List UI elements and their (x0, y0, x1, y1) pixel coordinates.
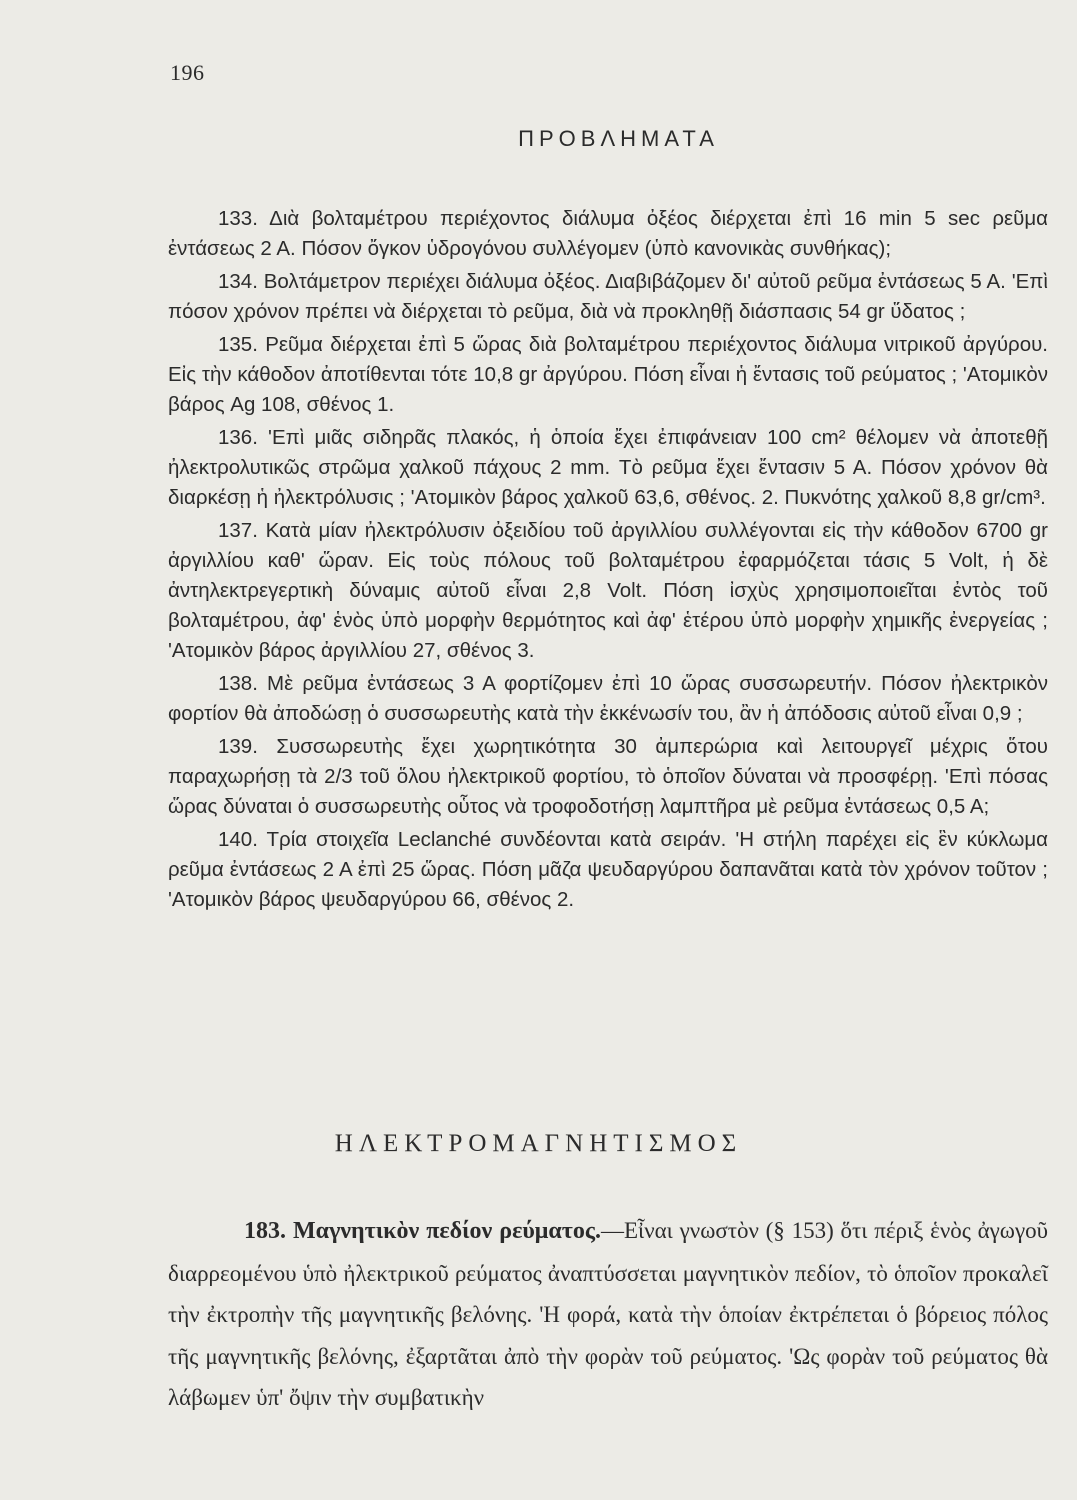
problems-list (168, 204, 1048, 918)
problem-136: 136. 'Επὶ μιᾶς σιδηρᾶς πλακός, ἡ ὁποία ἔχει ἐπιφάνειαν 100 cm² θέλομεν νὰ ἀποτεθῇ ἠλεκτρολυτικῶς στρῶμα χαλκοῦ πάχους 2 mm. Τὸ ρεῦμα ἔχει ἔντασιν 5 Α. Πόσον χρόνον θὰ διαρκέσῃ ἡ ἠλεκτρόλυσις ; 'Ατομικὸν βάρος χαλκοῦ 63,6, σθένος. 2. Πυκνότης χαλκοῦ 8,8 gr/cm³. (168, 426, 1048, 509)
section-title: 183. Μαγνητικὸν πεδίον ρεύματος. (244, 1218, 601, 1244)
problem-134: 134. Βολτάμετρον περιέχει διάλυμα ὀξέος. Διαβιβάζομεν δι' αὐτοῦ ρεῦμα ἐντάσεως 5 Α. 'Επὶ πόσον χρόνον πρέπει νὰ διέρχεται τὸ ρεῦμα, διὰ νὰ προκληθῇ διάσπασις 54 gr ὕδατος ; (168, 270, 1048, 323)
problem-140: 140. Τρία στοιχεῖα Leclanché συνδέονται κατὰ σειράν. 'Η στήλη παρέχει εἰς ἓν κύκλωμα ρεῦμα ἐντάσεως 2 Α ἐπὶ 25 ὥρας. Πόση μᾶζα ψευδαργύρου δαπανᾶται κατὰ τὸν χρόνον τοῦτον ; 'Ατομικὸν βάρος ψευδαργύρου 66, σθένος 2. (168, 828, 1048, 911)
problem-137: 137. Κατὰ μίαν ἠλεκτρόλυσιν ὀξειδίου τοῦ ἀργιλλίου συλλέγονται εἰς τὴν κάθοδον 6700 gr ἀργιλλίου καθ' ὥραν. Εἰς τοὺς πόλους τοῦ βολταμέτρου ἐφαρμόζεται τάσις 5 Volt, ἡ δὲ ἀντηλεκτρεγερτικὴ δύναμις αὐτοῦ εἶναι 2,8 Volt. Πόση ἰσχὺς χρησιμοποιεῖται ἐντὸς τοῦ βολταμέτρου, ἀφ' ἑνὸς ὑπὸ μορφὴν θερμότητος καὶ ἀφ' ἑτέρου ὑπὸ μορφὴν χημικῆς ἐνεργείας ; 'Ατομικὸν βάρος ἀργιλλίου 27, σθένος 3. (168, 519, 1048, 662)
section-heading: ΗΛΕΚΤΡΟΜΑΓΝΗΤΙΣΜΟΣ (334, 1130, 743, 1157)
page-number: 196 (170, 60, 205, 85)
problems-heading: ΠΡΟΒΛΗΜΑΤΑ (518, 126, 719, 151)
problem-133: 133. Διὰ βολταμέτρου περιέχοντος διάλυμα ὀξέος διέρχεται ἐπὶ 16 min 5 sec ρεῦμα ἐντάσεως 2 Α. Πόσον ὄγκον ὑδρογόνου συλλέγομεν (ὑπὸ κανονικὰς συνθήκας); (168, 207, 1048, 260)
problem-135: 135. Ρεῦμα διέρχεται ἐπὶ 5 ὥρας διὰ βολταμέτρου περιέχοντος διάλυμα νιτρικοῦ ἀργύρου. Εἰς τὴν κάθοδον ἀποτίθενται τότε 10,8 gr ἀργύρου. Πόση εἶναι ἡ ἔντασις τοῦ ρεύματος ; 'Ατομικὸν βάρος Ag 108, σθένος 1. (168, 333, 1048, 416)
problem-139: 139. Συσσωρευτὴς ἔχει χωρητικότητα 30 ἀμπερώρια καὶ λειτουργεῖ μέχρις ὅτου παραχωρήσῃ τὰ 2/3 τοῦ ὅλου ἠλεκτρικοῦ φορτίου, τὸ ὁποῖον δύναται νὰ προσφέρῃ. 'Επὶ πόσας ὥρας δύναται ὁ συσσωρευτὴς οὗτος νὰ τροφοδοτήσῃ λαμπτῆρα μὲ ρεῦμα ἐντάσεως 0,5 Α; (168, 735, 1048, 818)
section-paragraph (168, 1210, 1048, 1419)
section-body: —Εἶναι γνωστὸν (§ 153) ὅτι πέριξ ἑνὸς ἀγωγοῦ διαρρεομένου ὑπὸ ἠλεκτρικοῦ ρεύματος ἀναπτύσσεται μαγνητικὸν πεδίον, τὸ ὁποῖον προκαλεῖ τὴν ἐκτροπὴν τῆς μαγνητικῆς βελόνης. 'Η φορά, κατὰ τὴν ὁποίαν ἐκτρέπεται ὁ βόρειος πόλος τῆς μαγνητικῆς βελόνης, ἐξαρτᾶται ἀπὸ τὴν φορὰν τοῦ ρεύματος. 'Ως φορὰν τοῦ ρεύματος θὰ λάβωμεν ὑπ' ὄψιν τὴν συμβατικὴν (168, 1218, 1048, 1410)
problem-138: 138. Μὲ ρεῦμα ἐντάσεως 3 Α φορτίζομεν ἐπὶ 10 ὥρας συσσωρευτήν. Πόσον ἠλεκτρικὸν φορτίον θὰ ἀποδώσῃ ὁ συσσωρευτὴς κατὰ τὴν ἐκκένωσίν του, ἂν ἡ ἀπόδοσις αὐτοῦ εἶναι 0,9 ; (168, 672, 1048, 725)
section-183 (168, 1210, 1048, 1419)
